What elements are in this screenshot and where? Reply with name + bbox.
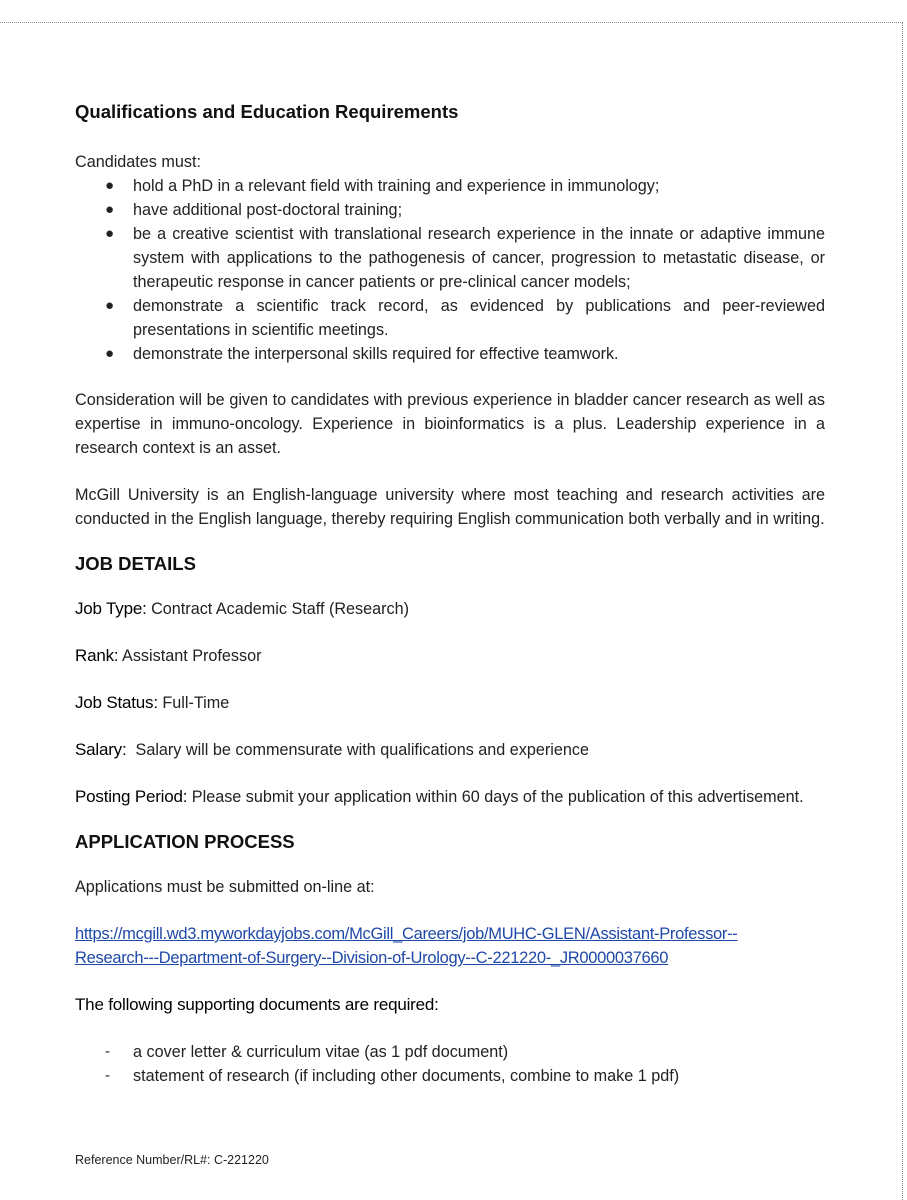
candidates-intro: Candidates must:: [75, 153, 201, 171]
reference-number-footer: Reference Number/RL#: C-221220: [75, 1153, 269, 1167]
rank-value: Assistant Professor: [122, 647, 262, 665]
list-item: ● demonstrate a scientific track record, as evidenced by publications and peer-reviewed presentations in scientific meetings.: [75, 294, 825, 342]
application-link-line-1[interactable]: https://mcgill.wd3.myworkdayjobs.com/McGill_Careers/job/MUHC-GLEN/Assistant-Professor--: [75, 925, 738, 943]
application-link-line-2[interactable]: Research---Department-of-Surgery--Division-of-Urology--C-221220-_JR0000037660: [75, 949, 669, 967]
job-type-value: Contract Academic Staff (Research): [151, 600, 410, 618]
bullet-icon: ●: [105, 201, 115, 218]
salary-value: Salary will be commensurate with qualifications and experience: [135, 741, 589, 759]
list-item: ● have additional post-doctoral training;: [75, 198, 825, 222]
supporting-docs-heading: The following supporting documents are required:: [75, 995, 439, 1014]
salary-label: Salary:: [75, 740, 127, 759]
job-status-value: Full-Time: [162, 694, 230, 712]
qualifications-heading: Qualifications and Education Requirements: [75, 101, 459, 122]
list-item: - a cover letter & curriculum vitae (as 1 pdf document): [75, 1040, 825, 1064]
rank-label: Rank:: [75, 646, 119, 665]
application-intro: Applications must be submitted on-line at:: [75, 878, 375, 896]
list-item: ● hold a PhD in a relevant field with training and experience in immunology;: [75, 174, 825, 198]
supporting-docs-list: [75, 1040, 825, 1088]
document-body: [75, 98, 825, 1088]
job-status-row: [75, 691, 825, 715]
posting-period-label: Posting Period:: [75, 787, 188, 806]
language-paragraph: McGill University is an English-language university where most teaching and research activities are conducted in the English language, thereby requiring English communication both verbally and in writing.: [75, 486, 825, 528]
job-details-heading: JOB DETAILS: [75, 553, 196, 574]
rank-row: [75, 644, 825, 668]
list-item: ● demonstrate the interpersonal skills required for effective teamwork.: [75, 342, 825, 366]
list-item: ● be a creative scientist with translational research experience in the innate or adaptive immune system with applications to the pathogenesis of cancer, progression to metastatic disease, or therapeutic response in cancer patients or pre-clinical cancer models;: [75, 222, 825, 294]
salary-row: [75, 738, 825, 762]
list-item: - statement of research (if including other documents, combine to make 1 pdf): [75, 1064, 825, 1088]
job-type-label: Job Type:: [75, 599, 147, 618]
job-type-row: [75, 597, 825, 621]
dash-icon: -: [105, 1043, 110, 1060]
requirements-list: [75, 174, 825, 366]
consideration-paragraph: Consideration will be given to candidates with previous experience in bladder cancer research as well as expertise in immuno-oncology. Experience in bioinformatics is a plus. Leadership experience in a research context is an asset.: [75, 391, 825, 457]
bullet-icon: ●: [105, 345, 115, 362]
application-link-block: [75, 922, 825, 970]
job-status-label: Job Status:: [75, 693, 158, 712]
bullet-icon: ●: [105, 297, 115, 314]
application-process-heading: APPLICATION PROCESS: [75, 831, 295, 852]
dash-icon: -: [105, 1067, 110, 1084]
bullet-icon: ●: [105, 225, 115, 242]
posting-period-row: [75, 785, 825, 809]
posting-period-value: Please submit your application within 60 days of the publication of this advertisement.: [191, 788, 804, 806]
bullet-icon: ●: [105, 177, 115, 194]
